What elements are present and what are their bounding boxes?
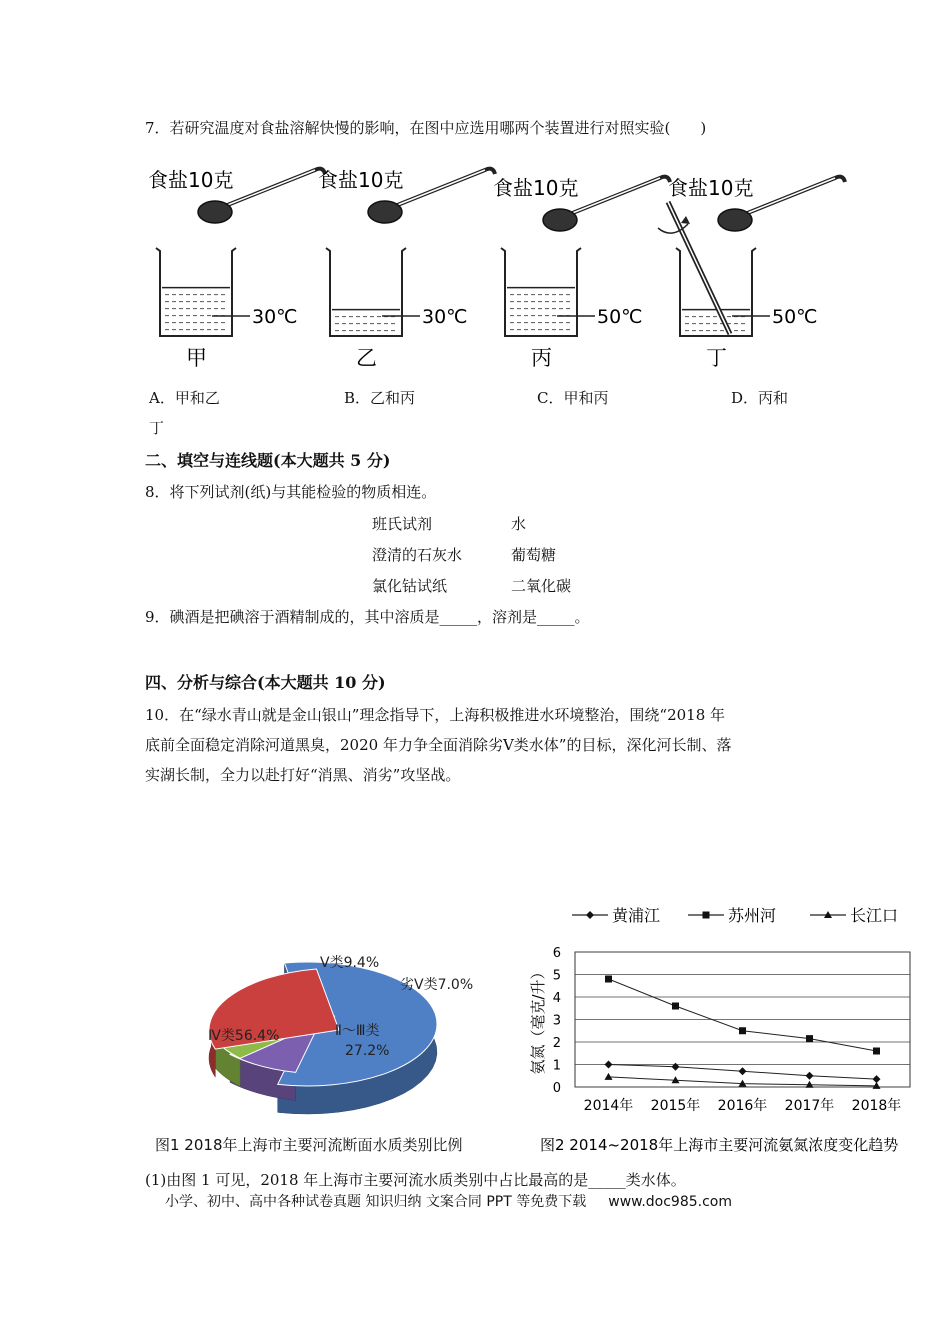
series-line [609, 979, 877, 1051]
y-tick-label: 5 [552, 968, 561, 984]
option-c[interactable]: C．甲和丙 [537, 389, 609, 407]
legend-label: 黄浦江 [612, 906, 661, 925]
device-name: 丁 [706, 346, 727, 370]
option-d-wrap: 丁 [149, 419, 165, 437]
q8-left-3[interactable]: 氯化钴试纸 [372, 577, 448, 595]
marker-square [873, 1048, 880, 1055]
temp-label: 50℃ [772, 306, 818, 328]
pie-title: 图1 2018年上海市主要河流断面水质类别比例 [155, 1136, 463, 1154]
option-d[interactable]: D．丙和 [731, 389, 789, 407]
beaker [326, 248, 406, 336]
y-tick-label: 2 [552, 1036, 561, 1051]
salt-label: 食盐10克 [668, 176, 754, 200]
pie-label-4-value: 27.2% [345, 1043, 390, 1059]
y-axis-label: 氨氮（毫克/升） [529, 964, 547, 1075]
device-name: 丙 [531, 346, 552, 370]
device-name: 甲 [186, 346, 207, 370]
series-2 [605, 976, 880, 1055]
marker-triangle [605, 1073, 613, 1080]
line-chart-title: 图2 2014~2018年上海市主要河流氨氮浓度变化趋势 [540, 1136, 899, 1154]
spoon-bowl-salt [718, 209, 752, 231]
marker-diamond [739, 1067, 747, 1075]
y-tick-label: 3 [552, 1013, 561, 1029]
pie-chart [150, 935, 510, 1160]
salt-label: 食盐10克 [493, 176, 579, 200]
q8-right-3[interactable]: 二氧化碳 [511, 577, 572, 595]
spoon-bowl-salt [368, 201, 402, 223]
pie-label-4: Ⅱ～Ⅲ类 [335, 1023, 380, 1039]
marker-square [806, 1035, 813, 1042]
beaker-figure [140, 150, 850, 375]
marker-diamond [672, 1063, 680, 1071]
pie-label-2: Ⅴ类9.4% [320, 955, 380, 971]
section4-title: 四、分析与综合(本大题共 10 分) [145, 673, 386, 692]
pie-label-1: Ⅳ类56.4% [208, 1028, 280, 1044]
series-3 [605, 1073, 881, 1089]
device-name: 乙 [356, 346, 377, 370]
line-chart [520, 895, 920, 1160]
q8-text: 8．将下列试剂(纸)与其能检验的物质相连。 [145, 483, 437, 501]
q8-left-1[interactable]: 班氏试剂 [372, 515, 433, 533]
x-tick-label: 2014年 [583, 1098, 634, 1114]
x-tick-label: 2016年 [717, 1098, 768, 1114]
q10-line-3: 实湖长制，全力以赴打好“消黑、消劣”攻坚战。 [145, 766, 461, 784]
legend-label: 长江口 [850, 906, 899, 925]
footer [165, 1191, 732, 1211]
device-1 [148, 168, 325, 370]
legend-label: 苏州河 [728, 906, 777, 925]
salt-label: 食盐10克 [318, 168, 404, 192]
footer-url[interactable]: www.doc985.com [608, 1194, 732, 1210]
spoon-bowl-salt [543, 209, 577, 231]
pie-label-3: 劣Ⅴ类7.0% [400, 977, 474, 993]
marker-square [672, 1003, 679, 1010]
option-b[interactable]: B．乙和丙 [344, 389, 416, 407]
section2-title: 二、填空与连线题(本大题共 5 分) [145, 451, 391, 470]
y-tick-label: 1 [552, 1058, 561, 1074]
temp-label: 30℃ [422, 306, 468, 328]
marker-diamond [806, 1072, 814, 1080]
q9-text: 9．碘酒是把碘溶于酒精制成的，其中溶质是_____，溶剂是_____。 [145, 608, 590, 626]
q8-left-2[interactable]: 澄清的石灰水 [372, 546, 463, 564]
x-tick-label: 2015年 [650, 1098, 701, 1114]
y-tick-label: 0 [552, 1081, 561, 1096]
temp-label: 50℃ [597, 306, 643, 328]
y-tick-label: 4 [552, 991, 561, 1006]
x-tick-label: 2017年 [784, 1098, 835, 1114]
q8-right-2[interactable]: 葡萄糖 [511, 546, 557, 564]
device-2 [318, 168, 495, 370]
marker-square [703, 912, 710, 919]
marker-diamond [605, 1061, 613, 1069]
marker-square [605, 976, 612, 983]
footer-text: 小学、初中、高中各种试卷真题 知识归纳 文案合同 PPT 等免费下载 [165, 1194, 587, 1210]
q7-text: 7．若研究温度对食盐溶解快慢的影响，在图中应选用哪两个装置进行对照实验( ) [145, 119, 707, 137]
option-a[interactable]: A．甲和乙 [149, 389, 220, 407]
marker-square [739, 1027, 746, 1034]
x-tick-label: 2018年 [851, 1098, 902, 1114]
marker-diamond [586, 911, 594, 919]
q8-right-1[interactable]: 水 [511, 515, 527, 533]
q10-line-2: 底前全面稳定消除河道黑臭，2020 年力争全面消除劣Ⅴ类水体”的目标，深化河长制、落 [145, 736, 732, 754]
device-4 [658, 176, 845, 370]
q10-line-1: 10．在“绿水青山就是金山银山”理念指导下，上海积极推进水环境整治，围绕“2018 年 [145, 706, 726, 724]
spoon-bowl-salt [198, 201, 232, 223]
y-tick-label: 6 [552, 946, 561, 961]
rotation-arrowhead-icon [681, 216, 690, 224]
device-3 [493, 176, 670, 370]
beaker [676, 248, 756, 336]
temp-label: 30℃ [252, 306, 298, 328]
salt-label: 食盐10克 [148, 168, 234, 192]
q10-sub1: (1)由图 1 可见，2018 年上海市主要河流水质类别中占比最高的是_____类水体。 [145, 1171, 686, 1189]
